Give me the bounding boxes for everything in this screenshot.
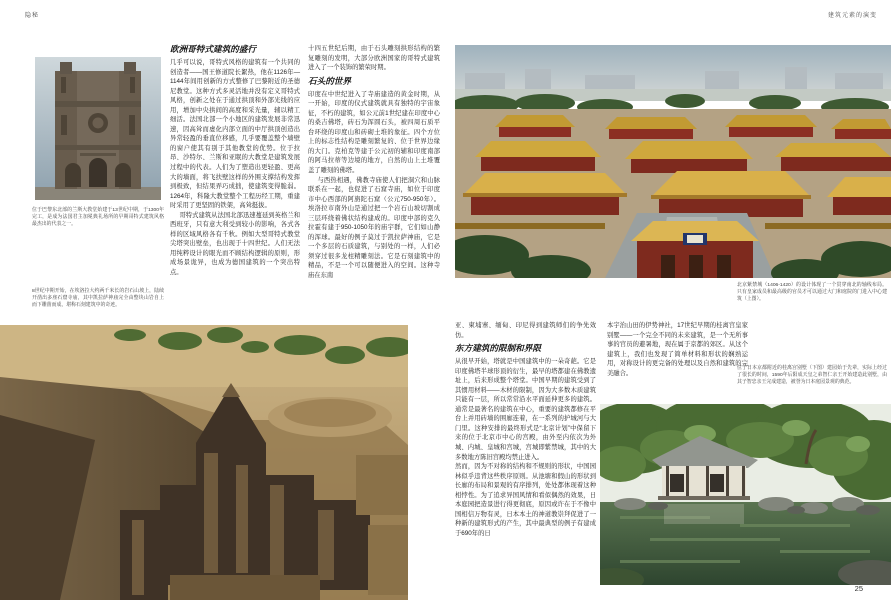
body-paragraph: 与西热相遇，佛教寺庙使人们把洞穴和山脉联系在一起，也促进了石窟寺庙，如位于印度市中心西部的阿旃陀石窟（公元750-950年）。埃洛拉市南外山是通过把一个岩石山坡切割成三层环绕着佛状结构建成的。印度中部的克久拉霍有建于950-1050年的庙宇群，它们如山静的浑球。最好的例子莫过于凯拉萨神庙，它是一个多层的石质建筑，与别处的一样，人们必须穿过很多龙柱精雕刻法。它是石刻建筑中的精品，不是一个可以随便进入的空间。这种寺庙在东南: [308, 176, 440, 280]
garden-caption: 位于日本京都附近的桂离宫别墅（下图）建园始于先辈，实际上经过了很长的时间，1590年后阳成天皇之弟智仁亲王开始建造此别墅，由其子智忠亲王完成建造，被誉为日本庭园景观的典范。: [737, 366, 887, 385]
body-paragraph: 然而，因为不对称的结构和不规则的形状，中国园林似乎违背这些秩序原则。从池塘和假山的形状到长廊的布局和景观的有序排列，处处都体现着这种相悖性。为了追求异国风情和看似偶然的效果，日本庭园把造景进行得更彻底，原因或许在于不像中国相信万物有灵，日本本土的神道教崇拜促进了一种新的建筑形式的产生，其中最典型的例子有建成于690年的日: [455, 463, 596, 537]
body-paragraph: 亚、柬埔寨、缅甸、印尼得到建筑师们的争先效仿。: [455, 322, 596, 339]
section-heading-gothic: 欧洲哥特式建筑的盛行: [170, 44, 256, 54]
page-number: 25: [854, 584, 863, 593]
body-paragraph: 十四五世纪后期，由于石头雕刻拱形结构的繁复雕刻的发明，大部分欧洲国家的哥特式建筑进入了一个装饰的繁荣时期。: [308, 45, 440, 72]
forbidden-city-caption: 北京紫禁城（1406-1420）的设计体现了一个贯穿南北的轴线布局。只有皇家成员和最高级的官员才可以通过大门和庭院的门进入中心建筑（上图）。: [737, 283, 887, 302]
ellora-temple-photo: [0, 325, 408, 600]
gothic-cathedral-photo: [35, 57, 161, 200]
body-paragraph: 几乎可以说，哥特式风格的建筑有一个共同的创造者——国王修道院长絮热，他在1126年—1144年间用创新的方式整修了巴黎附近的圣德尼教堂。这种方式多灵活地并没有定义哥特式风格，创新之处在于通过拱顶和外部光线的应用，增加中央拱间的高度和采光量，辅以精工细活。法国北部一个小地区的建筑发展非常迅速，因高耸而虚化内部立面的中厅拱顶创造出异常轻盈的垂直位移感，几乎要覆盖整个墙壁的窗户使其有别于其他教堂的优势。位于拉昂、沙特尔、兰斯和亚眠的大教堂是建筑发展过程中的代表。人们为了塑造出更轻盈、更高大的墙面，将飞扶壁这样的外围支撑结构发挥到极致，但结果弄巧成拙，使建筑变得脆弱。1264年，科隆大教堂整个工程历经工期，重建时采用了更坚固的铁架，高耸挺拔。: [170, 59, 300, 210]
cathedral-caption: 位于巴黎东北部的兰斯大教堂始建于13世纪中期，于1300年完工，是成为法国君主加冕典礼场所的早期哥特式建筑风格最杰出的代表之一。: [32, 208, 164, 227]
left-page-column-1: [170, 44, 300, 278]
body-paragraph: 从很早开始，塔就是中国建筑中的一朵奇葩。它是印度佛塔半球形顶的衍生，最早的塔都建在佛教遗址上，后来形成整个塔堂。中国早期的建筑受到了其惯用材料——木材的限制，因为大多数木质建筑只能有一层，所以常常沿水平面延伸更多的建筑。通常是最著名的建筑在中心，重要的建筑都修在平台上并用砖墙的围廊连着，在一系列的护城河与大门里。这种安排的最终形式是“北京计划”中保留下来的位于北京市中心的宫殿，由外至内依次为外城、内城、皇城和宫城，宫城即紫禁城，其中的大多数地方陈旧宫殿均禁止进入。: [455, 358, 596, 461]
running-head-right: 建筑元素的演变: [827, 13, 877, 19]
right-page-column-1: [455, 321, 596, 538]
forbidden-city-photo: [455, 45, 891, 278]
body-paragraph: 哥特式建筑从法国北部迅速蔓延到英格兰和西班牙，只有意大利受到较小的影响，各式各样的区域风格各有千秋。例如大型哥特式教堂尖塔突出壁垒，也出现于十四世纪。人们无法用纯粹设计的眼光而不顾结构逻辑的原则，形成场景诡异，也成为德国建筑的一个突出特点。: [170, 211, 300, 277]
section-heading-eastern-limits: 东方建筑的限制和界限: [455, 343, 541, 354]
section-heading-stone-world: 石头的世界: [308, 75, 351, 86]
body-paragraph: 本宇治山田的伊势神社，17世纪早期的桂离宫皇家别墅——一个完全不同的未来建筑，是一个无所事事的官员的避暑地，现在属于京都的郊区。从这个建筑上，我们也发现了简单材料和形状的娴熟运用，对称设计的更完备的处理以及自然和建筑的完美融合。: [607, 322, 748, 377]
right-page-column-2: [607, 321, 748, 378]
ellora-caption: 8世纪中期开始，在埃洛拉大约两千米长的岩石山坡上，陆续开凿出多座石窟寺庙，其中凯拉萨神庙完全由整块山岩自上而下雕凿而成，堪称石刻建筑中的奇迹。: [32, 289, 164, 308]
left-page-column-2: [308, 44, 440, 281]
japanese-garden-photo: [600, 404, 891, 585]
body-paragraph: 印度在中世纪进入了寺庙建造的黄金时期，从一开始，印度的仪式建筑就具有独特的宇宙象征，不朽的建筑，如公元前1世纪建在印度中心的桑吉佛塔，砖石为浑圆石头，被四周石质平台环绕的印度山和砖砌土堆的象征。四个方位上的标志性结构是雕刻繁复的、位于世界边缘的大门。克柏克等建于公元初的辅和印度南部的阿马拉蒂等边境的地方，自然的山上土堆覆盖了雕刻的佛塔。: [308, 90, 440, 175]
running-head-left: 隐秘: [25, 13, 40, 19]
